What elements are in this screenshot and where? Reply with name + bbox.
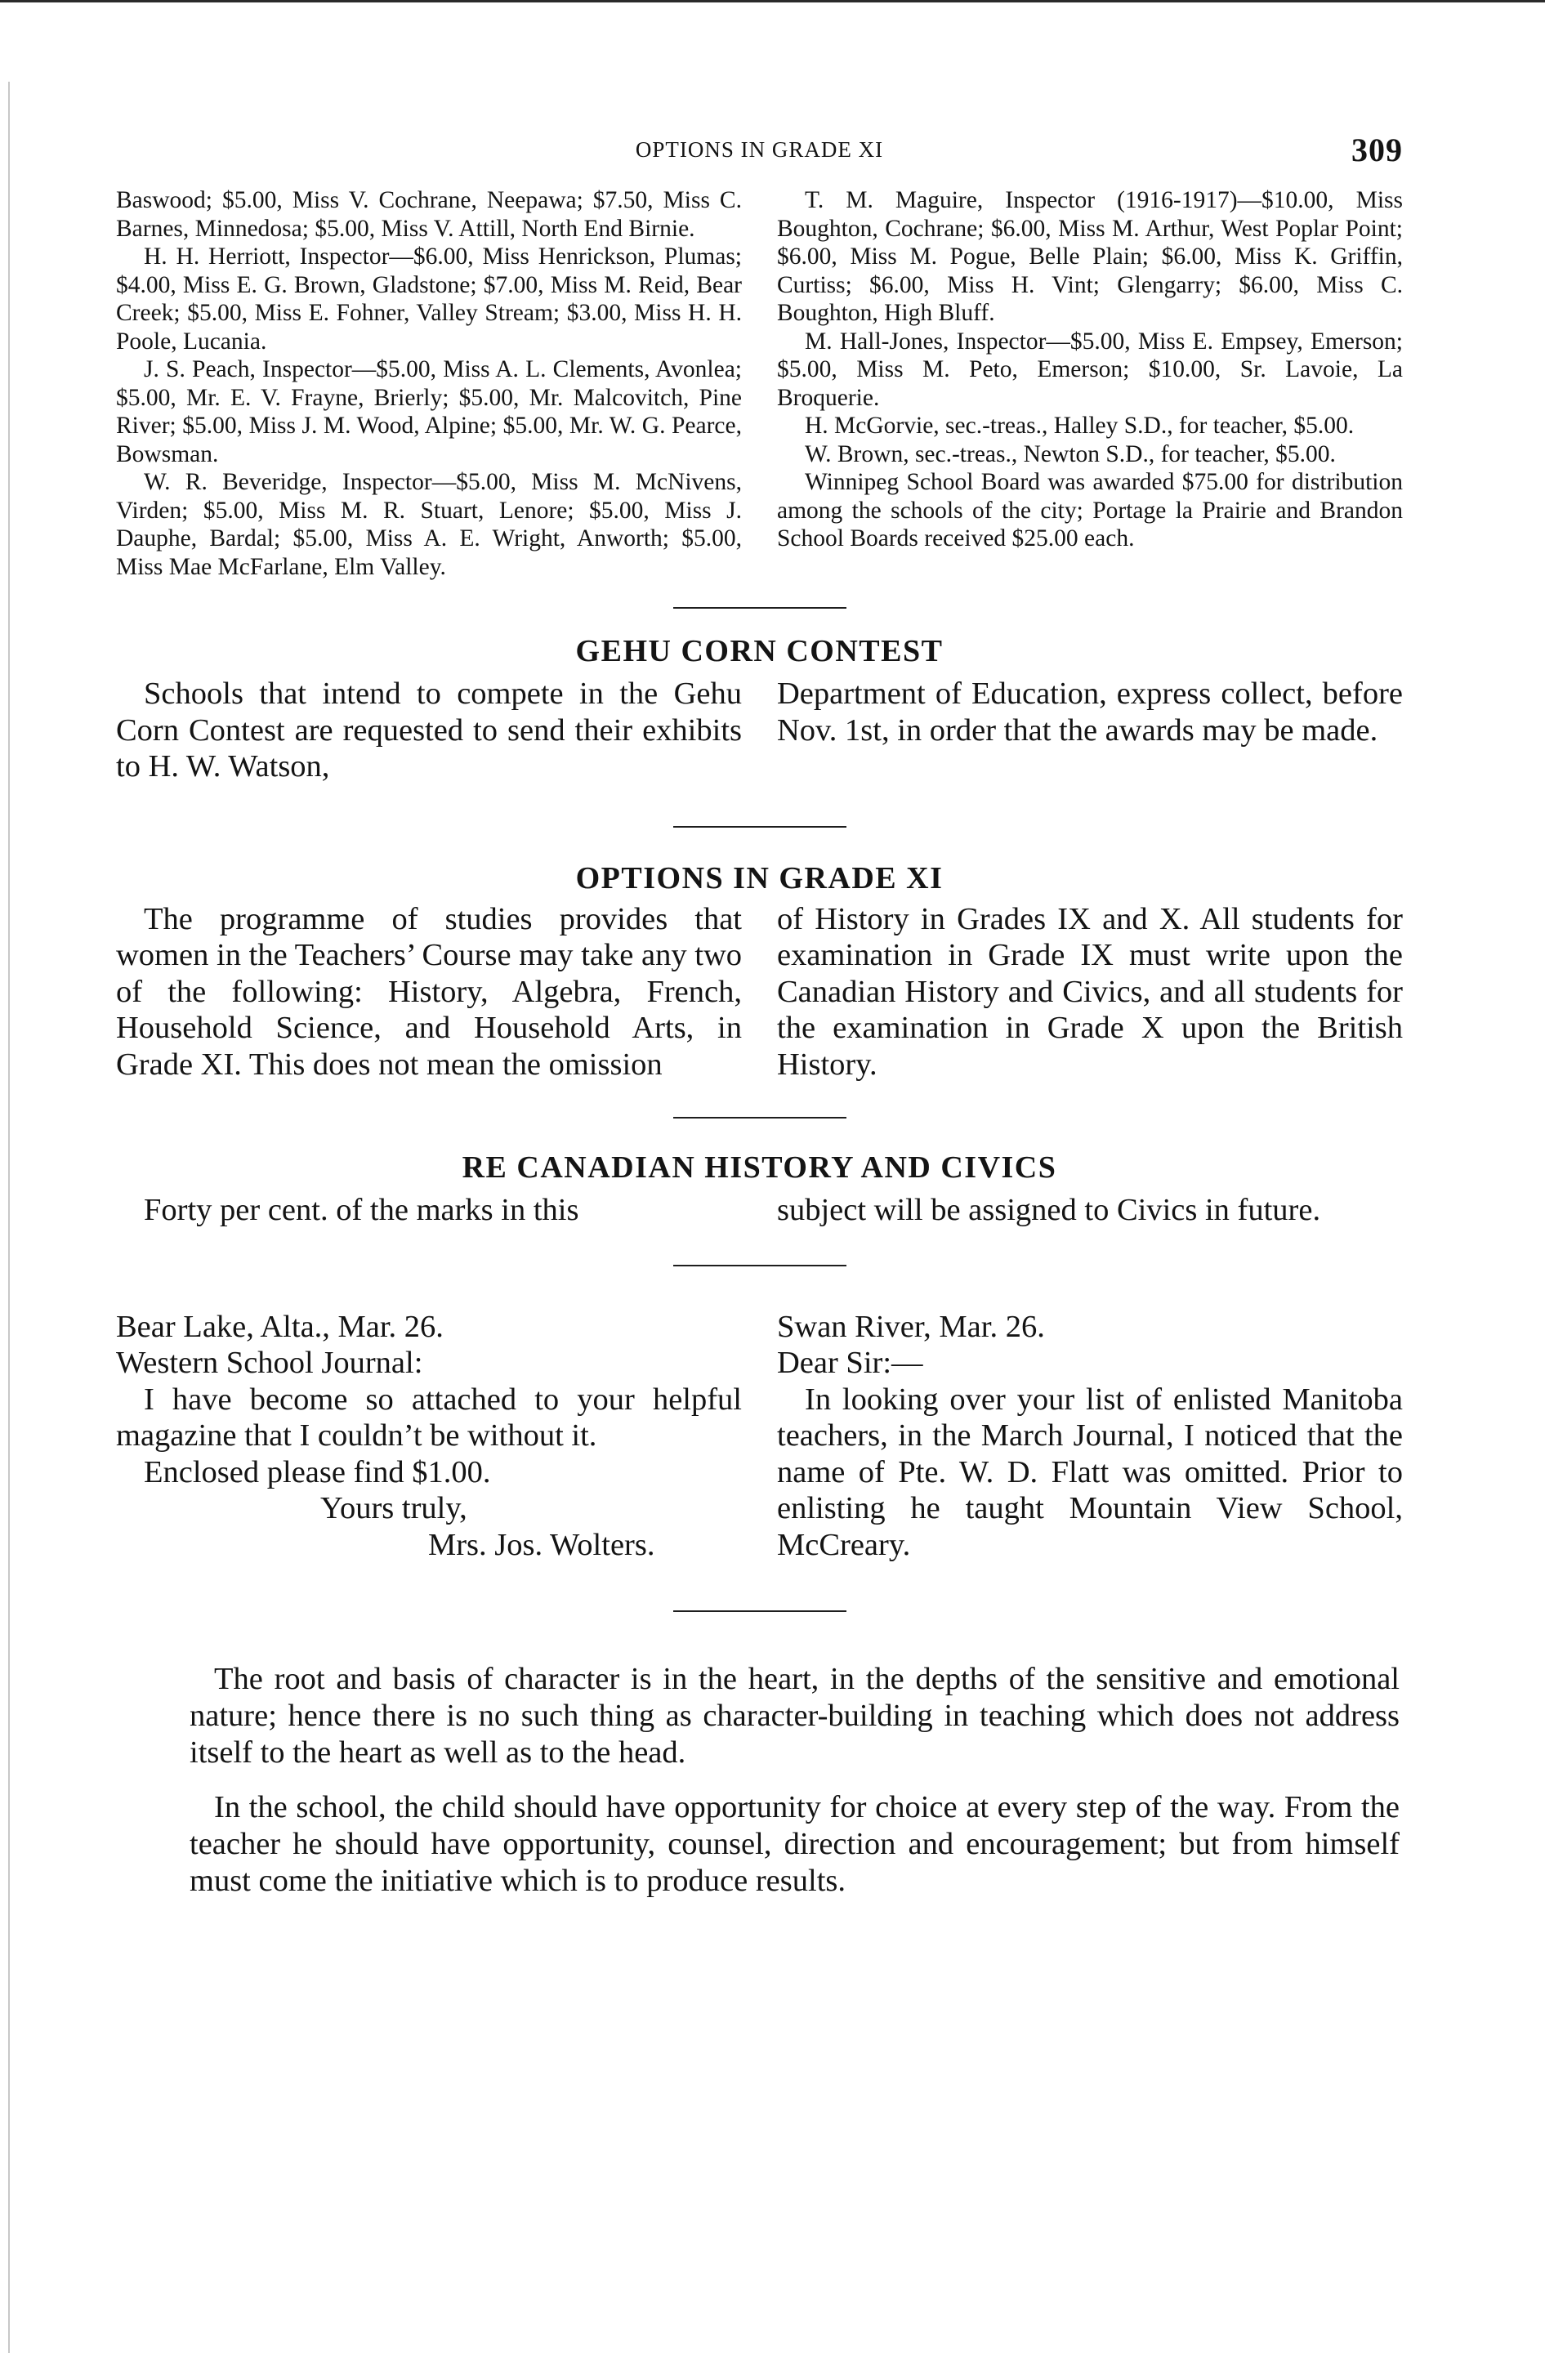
scan-top-edge [0,0,1545,2]
awards-paragraph: Winnipeg School Board was awarded $75.00 for distribution among the schools of the city; Portage la Prairie and Brandon School Boards received $25.00 each. [777,469,1403,551]
awards-list [116,186,1403,581]
corn-contest-body [116,676,1403,785]
letter-body: I have become so attached to your helpful magazine that I couldn’t be without it. [116,1382,742,1453]
civics-left: Forty per cent. of the marks in this [144,1193,579,1227]
letter-wolters [116,1309,742,1564]
civics-body [116,1192,1403,1229]
options-body [116,901,1403,1083]
civics-title: RE CANADIAN HISTORY AND CIVICS [462,1150,1057,1185]
corn-contest-left: Schools that intend to compete in the Gehu Corn Contest are requested to send their exhibits to H. W. Watson, [116,676,742,784]
awards-paragraph: Baswood; $5.00, Miss V. Cochrane, Neepawa; $7.50, Miss C. Barnes, Minnedosa; $5.00, Miss V. Attill, North End Birnie. [116,187,742,242]
awards-paragraph: W. Brown, sec.-treas., Newton S.D., for teacher, $5.00. [805,440,1336,467]
letter-flatt [777,1309,1403,1564]
letter-dateline: Bear Lake, Alta., Mar. 26. [116,1309,444,1344]
civics-right: subject will be assigned to Civics in future. [777,1193,1321,1227]
corn-contest-right: Department of Education, express collect, before Nov. 1st, in order that the awards may be made. [777,676,1403,748]
section-divider [673,1265,846,1266]
letter-salutation: Dear Sir:— [777,1346,923,1380]
options-left: The programme of studies provides that women in the Teachers’ Course may take any two of the following: History, Algebra, French, Household Science, and Household Arts, in Grade XI. This does not mean the omission [116,901,742,1082]
corn-contest-title: GEHU CORN CONTEST [575,634,944,668]
scan-binding-shadow [8,82,10,2353]
letter-dateline: Swan River, Mar. 26. [777,1309,1045,1344]
section-divider [673,826,846,828]
awards-paragraph: W. R. Beveridge, Inspector—$5.00, Miss M. McNivens, Virden; $5.00, Miss M. R. Stuart, Lenore; $5.00, Miss J. Dauphe, Bardal; $5.00, Miss A. E. Wright, Anworth; $5.00, Miss Mae McFarlane, Elm Valley. [116,469,742,580]
options-title: OPTIONS IN GRADE XI [575,860,944,895]
awards-paragraph: H. McGorvie, sec.-treas., Halley S.D., for teacher, $5.00. [805,413,1355,439]
letters [116,1309,1403,1564]
letter-closing: Yours truly, [320,1491,467,1525]
options-right: of History in Grades IX and X. All students for examination in Grade IX must write upon the Canadian History and Civics, and all students for the examination in Grade X upon the British History. [777,901,1403,1082]
quote-paragraph: In the school, the child should have opportunity for choice at every step of the way. From the teacher he should have opportunity, counsel, direction and encouragement; but from himself must come the initiative which is to produce results. [190,1790,1400,1898]
letter-signature: Mrs. Jos. Wolters. [428,1527,655,1562]
letter-salutation: Western School Journal: [116,1346,423,1380]
letter-body: Enclosed please find $1.00. [144,1454,491,1489]
awards-paragraph: M. Hall-Jones, Inspector—$5.00, Miss E. Empsey, Emerson; $5.00, Miss M. Peto, Emerson; $10.00, Sr. Lavoie, La Broquerie. [777,328,1403,411]
section-divider [673,607,846,609]
awards-paragraph: T. M. Maguire, Inspector (1916-1917)—$10.00, Miss Boughton, Cochrane; $6.00, Miss M. Arthur, West Poplar Point; $6.00, Miss M. Pogue, Belle Plain; $6.00, Miss K. Griffin, Curtiss; $6.00, Miss H. Vint; Glengarry; $6.00, Miss C. Boughton, High Bluff. [777,187,1403,326]
quote-paragraph: The root and basis of character is in the heart, in the depths of the sensitive and emotional nature; hence there is no such thing as character-building in teaching which does not address itself to the heart as well as to the head. [190,1662,1400,1770]
journal-page [116,131,1403,1900]
running-head: OPTIONS IN GRADE XI [635,137,884,162]
quotations [116,1661,1403,1900]
awards-right-column [777,186,1403,553]
awards-left-column [116,186,742,581]
section-divider [673,1610,846,1612]
page-header [116,131,1403,180]
letter-body: In looking over your list of enlisted Manitoba teachers, in the March Journal, I noticed that the name of Pte. W. D. Flatt was omitted. Prior to enlisting he taught Mountain View School, McCreary. [777,1382,1403,1562]
awards-paragraph: H. H. Herriott, Inspector—$6.00, Miss Henrickson, Plumas; $4.00, Miss E. G. Brown, Gladstone; $7.00, Miss M. Reid, Bear Creek; $5.00, Miss E. Fohner, Valley Stream; $3.00, Miss H. H. Poole, Lucania. [116,243,742,355]
section-divider [673,1117,846,1119]
page-number: 309 [1351,132,1403,168]
awards-paragraph: J. S. Peach, Inspector—$5.00, Miss A. L. Clements, Avonlea; $5.00, Mr. E. V. Frayne, Brierly; $5.00, Mr. Malcovitch, Pine River; $5.00, Miss J. M. Wood, Alpine; $5.00, Mr. W. G. Pearce, Bowsman. [116,356,742,467]
